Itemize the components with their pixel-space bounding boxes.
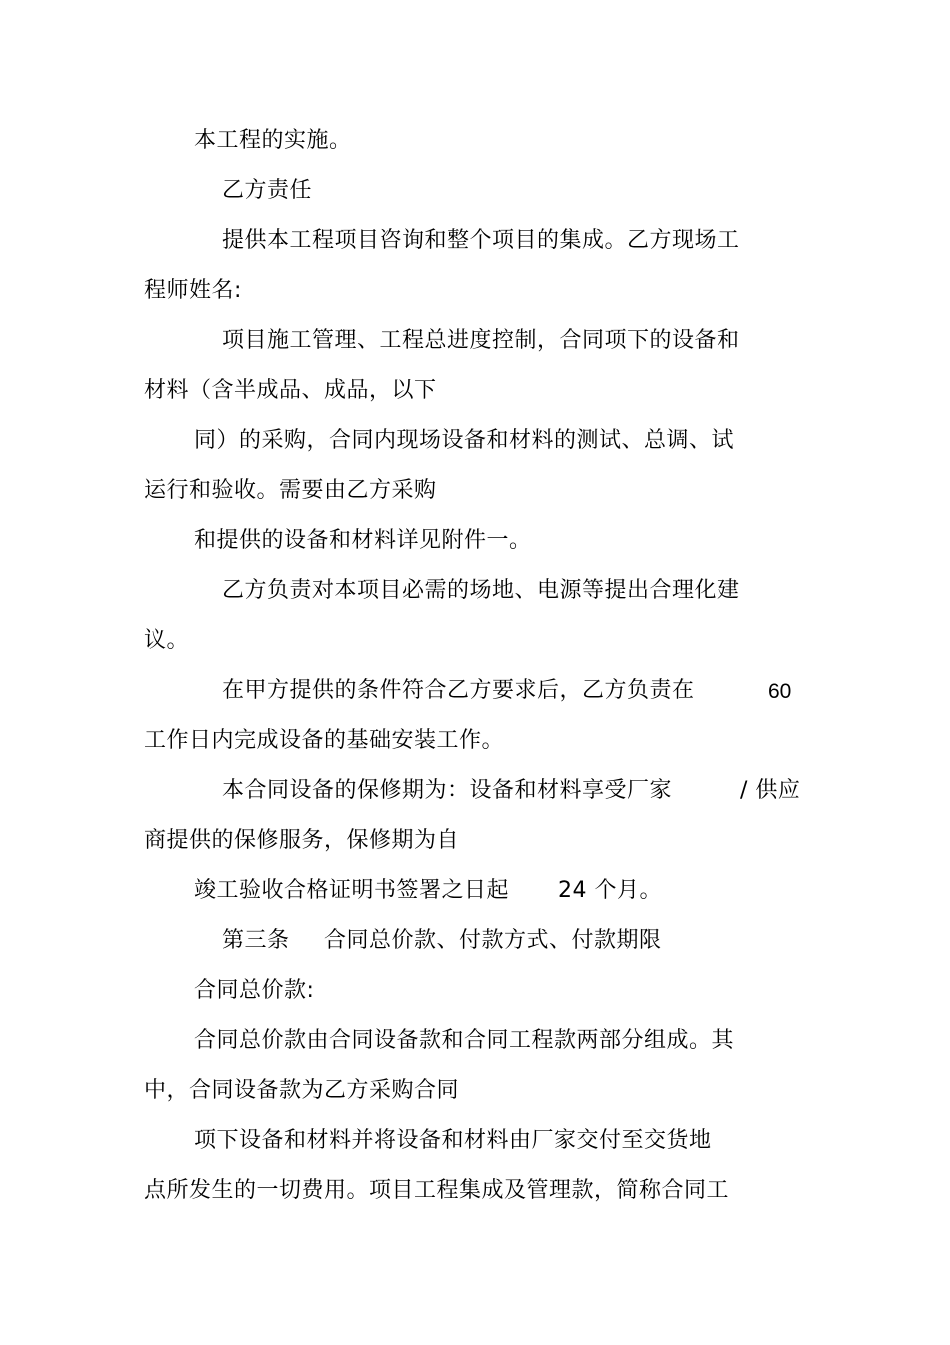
text-line: 点所发生的一切费用。项目工程集成及管理款，简称合同工 xyxy=(144,1178,730,1203)
article-heading-title: 合同总价款、付款方式、付款期限 xyxy=(324,928,662,953)
text-line: 项下设备和材料并将设备和材料由厂家交付至交货地 xyxy=(194,1128,712,1153)
text-line: 中，合同设备款为乙方采购合同 xyxy=(144,1078,460,1103)
text-line: 本合同设备的保修期为：设备和材料享受厂家 xyxy=(222,778,673,803)
text-line: 项目施工管理、工程总进度控制，合同项下的设备和 xyxy=(222,328,740,353)
text-line: 议。 xyxy=(144,628,190,653)
text-line: 同）的采购，合同内现场设备和材料的测试、总调、试 xyxy=(194,428,735,453)
text-line: 合同总价款: xyxy=(194,978,315,1003)
article-heading: 第三条 xyxy=(222,928,290,953)
text-line: 工作日内完成设备的基础安装工作。 xyxy=(144,728,505,753)
text-line: 乙方责任 xyxy=(222,178,313,203)
text-line: 和提供的设备和材料详见附件一。 xyxy=(194,528,532,553)
text-line: / 供应 xyxy=(740,778,801,803)
text-line: 合同总价款由合同设备款和合同工程款两部分组成。其 xyxy=(194,1028,735,1053)
text-line: 竣工验收合格证明书签署之日起 xyxy=(194,878,510,903)
text-line: 材料（含半成品、成品，以下 xyxy=(144,378,437,403)
text-line: 程师姓名: xyxy=(144,278,242,303)
text-line: 商提供的保修服务，保修期为自 xyxy=(144,828,460,853)
text-line: 提供本工程项目咨询和整个项目的集成。乙方现场工 xyxy=(222,228,740,253)
text-line: 在甲方提供的条件符合乙方要求后，乙方负责在 xyxy=(222,678,695,703)
text-number: 60 xyxy=(768,680,792,703)
text-line: 24 个月。 xyxy=(558,878,662,903)
text-line: 本工程的实施。 xyxy=(194,128,352,153)
text-line: 运行和验收。需要由乙方采购 xyxy=(144,478,437,503)
text-line: 乙方负责对本项目必需的场地、电源等提出合理化建 xyxy=(222,578,740,603)
